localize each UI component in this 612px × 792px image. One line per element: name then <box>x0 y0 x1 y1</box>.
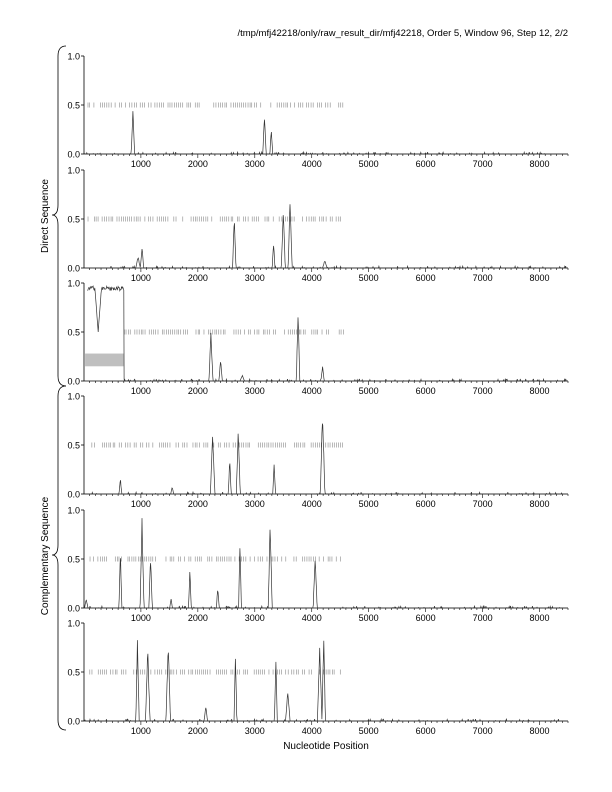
x-tick-label: 8000 <box>529 613 550 623</box>
x-tick-label: 2000 <box>187 159 208 169</box>
x-tick-label: 4000 <box>301 613 322 623</box>
panels <box>67 52 568 737</box>
panel-5 <box>67 506 568 624</box>
x-tick-label: 7000 <box>472 499 493 509</box>
y-tick-label: 0.5 <box>67 100 80 111</box>
signal-line <box>85 204 568 268</box>
x-axis-label: Nucleotide Position <box>283 741 369 752</box>
x-tick-label: 5000 <box>358 386 379 396</box>
x-tick-label: 2000 <box>187 273 208 283</box>
x-tick-label: 7000 <box>472 273 493 283</box>
x-tick-label: 1000 <box>130 726 151 736</box>
x-tick-label: 8000 <box>529 726 550 736</box>
x-tick-label: 4000 <box>301 499 322 509</box>
x-tick-label: 3000 <box>244 273 265 283</box>
direct-group-label: Direct Sequence <box>40 179 51 253</box>
x-tick-label: 8000 <box>529 273 550 283</box>
x-tick-label: 8000 <box>529 386 550 396</box>
x-tick-label: 4000 <box>301 386 322 396</box>
signal-line <box>85 424 568 494</box>
x-tick-label: 4000 <box>301 726 322 736</box>
x-tick-label: 6000 <box>415 613 436 623</box>
x-tick-label: 6000 <box>415 273 436 283</box>
shaded-region <box>85 354 124 367</box>
y-tick-label: 0.0 <box>67 716 80 727</box>
y-tick-label: 0.5 <box>67 214 80 225</box>
y-tick-label: 0.0 <box>67 489 80 500</box>
y-tick-label: 1.0 <box>67 618 80 629</box>
x-tick-label: 7000 <box>472 613 493 623</box>
x-tick-label: 5000 <box>358 159 379 169</box>
x-tick-label: 6000 <box>415 159 436 169</box>
signal-line <box>85 111 568 154</box>
x-tick-label: 3000 <box>244 613 265 623</box>
y-tick-label: 0.5 <box>67 327 80 338</box>
x-tick-label: 8000 <box>529 499 550 509</box>
y-tick-label: 0.0 <box>67 376 80 387</box>
y-tick-label: 0.0 <box>67 263 80 274</box>
x-tick-label: 1000 <box>130 613 151 623</box>
y-tick-label: 0.5 <box>67 440 80 451</box>
y-tick-label: 0.0 <box>67 149 80 160</box>
complementary-group-label: Complementary Sequence <box>40 496 51 616</box>
y-tick-label: 1.0 <box>67 391 80 402</box>
x-tick-label: 2000 <box>187 613 208 623</box>
x-tick-label: 4000 <box>301 273 322 283</box>
x-tick-label: 4000 <box>301 159 322 169</box>
y-tick-label: 1.0 <box>67 505 80 516</box>
x-tick-label: 7000 <box>472 159 493 169</box>
x-tick-label: 8000 <box>529 159 550 169</box>
x-tick-label: 6000 <box>415 386 436 396</box>
x-tick-label: 7000 <box>472 726 493 736</box>
panel-3 <box>67 279 568 397</box>
x-tick-label: 6000 <box>415 726 436 736</box>
chart-title: /tmp/mfj42218/only/raw_result_dir/mfj42218, Order 5, Window 96, Step 12, 2/2 <box>237 28 568 39</box>
signal-line <box>87 286 567 381</box>
y-tick-label: 1.0 <box>67 278 80 289</box>
panel-1 <box>67 52 568 170</box>
x-tick-label: 2000 <box>187 726 208 736</box>
x-tick-label: 6000 <box>415 499 436 509</box>
x-tick-label: 1000 <box>130 386 151 396</box>
y-tick-label: 1.0 <box>67 165 80 176</box>
x-tick-label: 3000 <box>244 499 265 509</box>
y-tick-label: 0.0 <box>67 603 80 614</box>
y-tick-label: 1.0 <box>67 51 80 62</box>
x-tick-label: 3000 <box>244 159 265 169</box>
x-tick-label: 1000 <box>130 499 151 509</box>
x-tick-label: 3000 <box>244 726 265 736</box>
x-tick-label: 7000 <box>472 386 493 396</box>
y-tick-label: 0.5 <box>67 554 80 565</box>
x-tick-label: 5000 <box>358 273 379 283</box>
x-tick-label: 5000 <box>358 499 379 509</box>
x-tick-label: 3000 <box>244 386 265 396</box>
panel-4 <box>67 392 568 510</box>
y-tick-label: 0.5 <box>67 667 80 678</box>
x-tick-label: 2000 <box>187 499 208 509</box>
panel-6 <box>67 619 568 737</box>
signal-line <box>85 518 568 608</box>
direct-group-brace <box>52 46 66 386</box>
x-tick-label: 2000 <box>187 386 208 396</box>
signal-line <box>85 640 568 721</box>
x-tick-label: 5000 <box>358 726 379 736</box>
x-tick-label: 1000 <box>130 273 151 283</box>
panel-2 <box>67 166 568 284</box>
x-tick-label: 1000 <box>130 159 151 169</box>
x-tick-label: 5000 <box>358 613 379 623</box>
complementary-group-brace <box>52 386 66 730</box>
